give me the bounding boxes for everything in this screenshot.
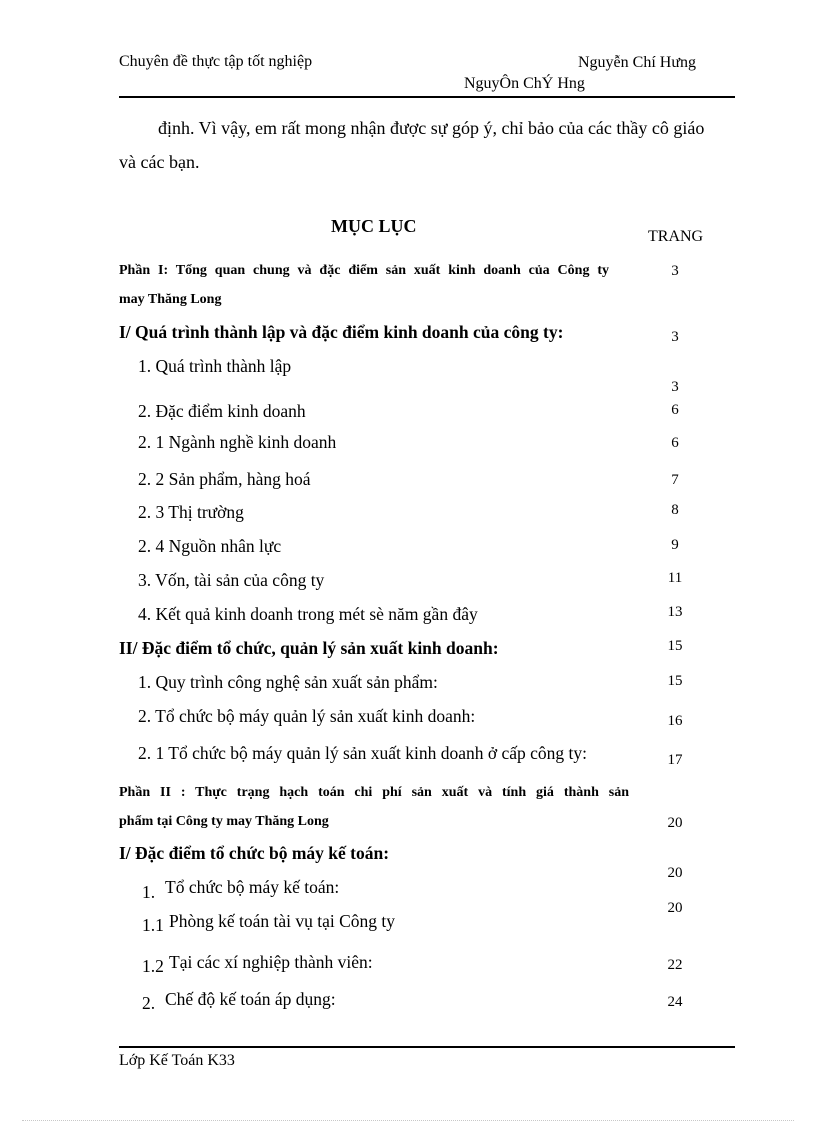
toc-page-number: 17 [667, 752, 683, 768]
toc-page-number: 20 [667, 865, 683, 881]
toc-item-number: 1.1 [142, 915, 164, 935]
toc-item: 2. Tổ chức bộ máy quản lý sản xuất kinh doanh: [138, 706, 476, 726]
toc-page-number: 11 [667, 570, 683, 586]
toc-item: 2. 3 Thị trường [138, 502, 244, 522]
toc-item: Tổ chức bộ máy kế toán: [165, 877, 340, 897]
toc-item: 4. Kết quả kinh doanh trong mét sè năm gần đây [138, 604, 478, 624]
toc-item-number: 1.2 [142, 956, 164, 976]
toc-item: 3. Vốn, tài sản của công ty [138, 570, 325, 590]
toc-page-number: 20 [667, 815, 683, 831]
toc-page-number: 3 [671, 263, 679, 279]
page-bottom-divider [22, 1120, 794, 1121]
toc-page-column-header: TRANG [648, 228, 704, 245]
toc-part-2-title-cont: phẩm tại Công ty may Thăng Long [119, 814, 329, 829]
toc-item: 2. 1 Ngành nghề kinh doanh [138, 432, 337, 452]
header-author-garbled: NguyÔn ChÝ Hng [464, 75, 585, 92]
toc-section-3: I/ Đặc điểm tổ chức bộ máy kế toán: [119, 843, 390, 863]
toc-item: 2. 2 Sản phẩm, hàng hoá [138, 469, 311, 489]
footer-rule [119, 1046, 735, 1048]
footer-class: Lớp Kế Toán K33 [119, 1052, 235, 1069]
toc-page-number: 7 [671, 472, 679, 488]
toc-page-number: 6 [671, 435, 679, 451]
toc-page-number: 15 [667, 673, 683, 689]
toc-item: Phòng kế toán tài vụ tại Công ty [169, 911, 396, 931]
toc-title: MỤC LỤC [331, 216, 417, 236]
toc-item-number: 2. [142, 993, 156, 1013]
toc-page-number: 20 [667, 900, 683, 916]
header-left: Chuyên đề thực tập tốt nghiệp [119, 53, 313, 70]
toc-item: 2. Đặc điểm kinh doanh [138, 401, 306, 421]
toc-page-number: 6 [671, 402, 679, 418]
toc-page-number: 24 [667, 994, 683, 1010]
intro-line-1: định. Vì vậy, em rất mong nhận được sự góp ý, chỉ bảo của các thầy cô giáo [158, 118, 705, 138]
toc-page-number: 15 [667, 638, 683, 654]
toc-page-number: 3 [671, 379, 679, 395]
toc-page-number: 9 [671, 537, 679, 553]
toc-section-2: II/ Đặc điểm tổ chức, quản lý sản xuất kinh doanh: [119, 638, 499, 658]
toc-part-1-title: Phần I: Tổng quan chung và đặc điểm sản xuất kinh doanh của Công ty [119, 263, 609, 278]
toc-page-number: 3 [671, 329, 679, 345]
toc-item: 1. Quy trình công nghệ sản xuất sản phẩm: [138, 672, 438, 692]
toc-part-2-title: Phần II : Thực trạng hạch toán chi phí sản xuất và tính giá thành sản [119, 785, 629, 800]
toc-item: 2. 4 Nguồn nhân lực [138, 536, 282, 556]
toc-page-number: 22 [667, 957, 683, 973]
toc-page-number: 8 [671, 502, 679, 518]
toc-item: 2. 1 Tổ chức bộ máy quản lý sản xuất kinh doanh ở cấp công ty: [138, 743, 588, 763]
header-rule [119, 96, 735, 98]
toc-page-number: 16 [667, 713, 683, 729]
toc-page-number: 13 [667, 604, 683, 620]
toc-item-number: 1. [142, 882, 156, 902]
toc-item: Tại các xí nghiệp thành viên: [169, 952, 373, 972]
toc-item: 1. Quá trình thành lập [138, 356, 292, 376]
intro-line-2: và các bạn. [119, 152, 200, 172]
header-author: Nguyễn Chí Hưng [578, 54, 696, 71]
toc-part-1-title-cont: may Thăng Long [119, 292, 222, 307]
toc-section-1: I/ Quá trình thành lập và đặc điểm kinh doanh của công ty: [119, 322, 564, 342]
toc-item: Chế độ kế toán áp dụng: [165, 989, 336, 1009]
